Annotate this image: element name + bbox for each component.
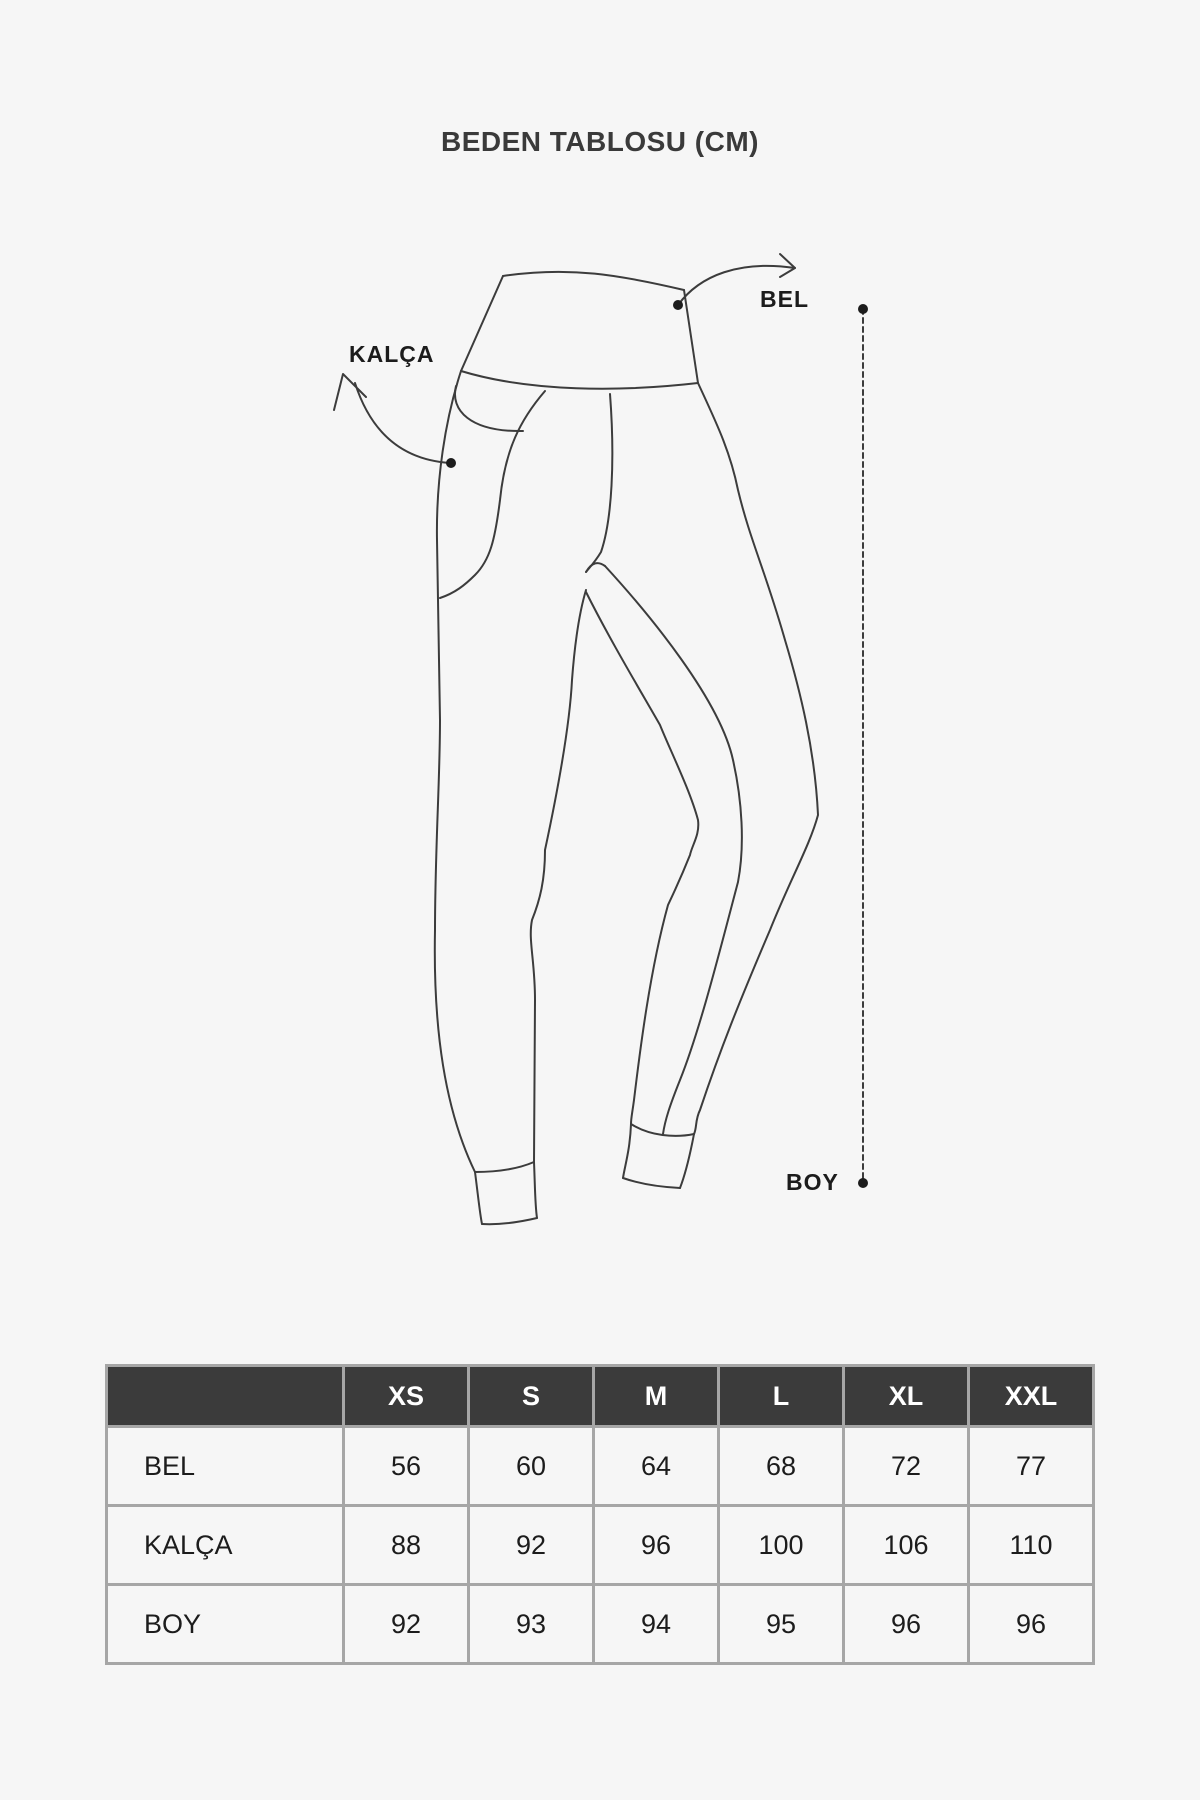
page-title: BEDEN TABLOSU (CM) [440,126,759,157]
table-cell: 96 [594,1506,719,1585]
table-header-row [107,1366,1094,1427]
hip-label: KALÇA [349,341,435,367]
row-label: KALÇA [107,1506,344,1585]
table-cell: 72 [844,1427,969,1506]
table-cell: 96 [844,1585,969,1664]
header-cell: XL [844,1366,969,1427]
table-cell: 95 [719,1585,844,1664]
table-cell: 68 [719,1427,844,1506]
table-cell: 110 [969,1506,1094,1585]
table-cell: 93 [469,1585,594,1664]
table-row [107,1427,1094,1506]
waist-label: BEL [760,286,809,312]
header-cell [107,1366,344,1427]
table-cell: 92 [469,1506,594,1585]
table-cell: 94 [594,1585,719,1664]
table-cell: 64 [594,1427,719,1506]
table-cell: 77 [969,1427,1094,1506]
header-cell: L [719,1366,844,1427]
row-label: BEL [107,1427,344,1506]
table-row [107,1585,1094,1664]
header-cell: M [594,1366,719,1427]
table-cell: 96 [969,1585,1094,1664]
header-cell: S [469,1366,594,1427]
table-cell: 88 [344,1506,469,1585]
table-cell: 92 [344,1585,469,1664]
table-row [107,1506,1094,1585]
header-cell: XXL [969,1366,1094,1427]
length-label: BOY [786,1169,839,1195]
header-cell: XS [344,1366,469,1427]
table-cell: 60 [469,1427,594,1506]
table-cell: 100 [719,1506,844,1585]
size-chart-table [105,1364,1095,1665]
table-cell: 56 [344,1427,469,1506]
row-label: BOY [107,1585,344,1664]
table-cell: 106 [844,1506,969,1585]
